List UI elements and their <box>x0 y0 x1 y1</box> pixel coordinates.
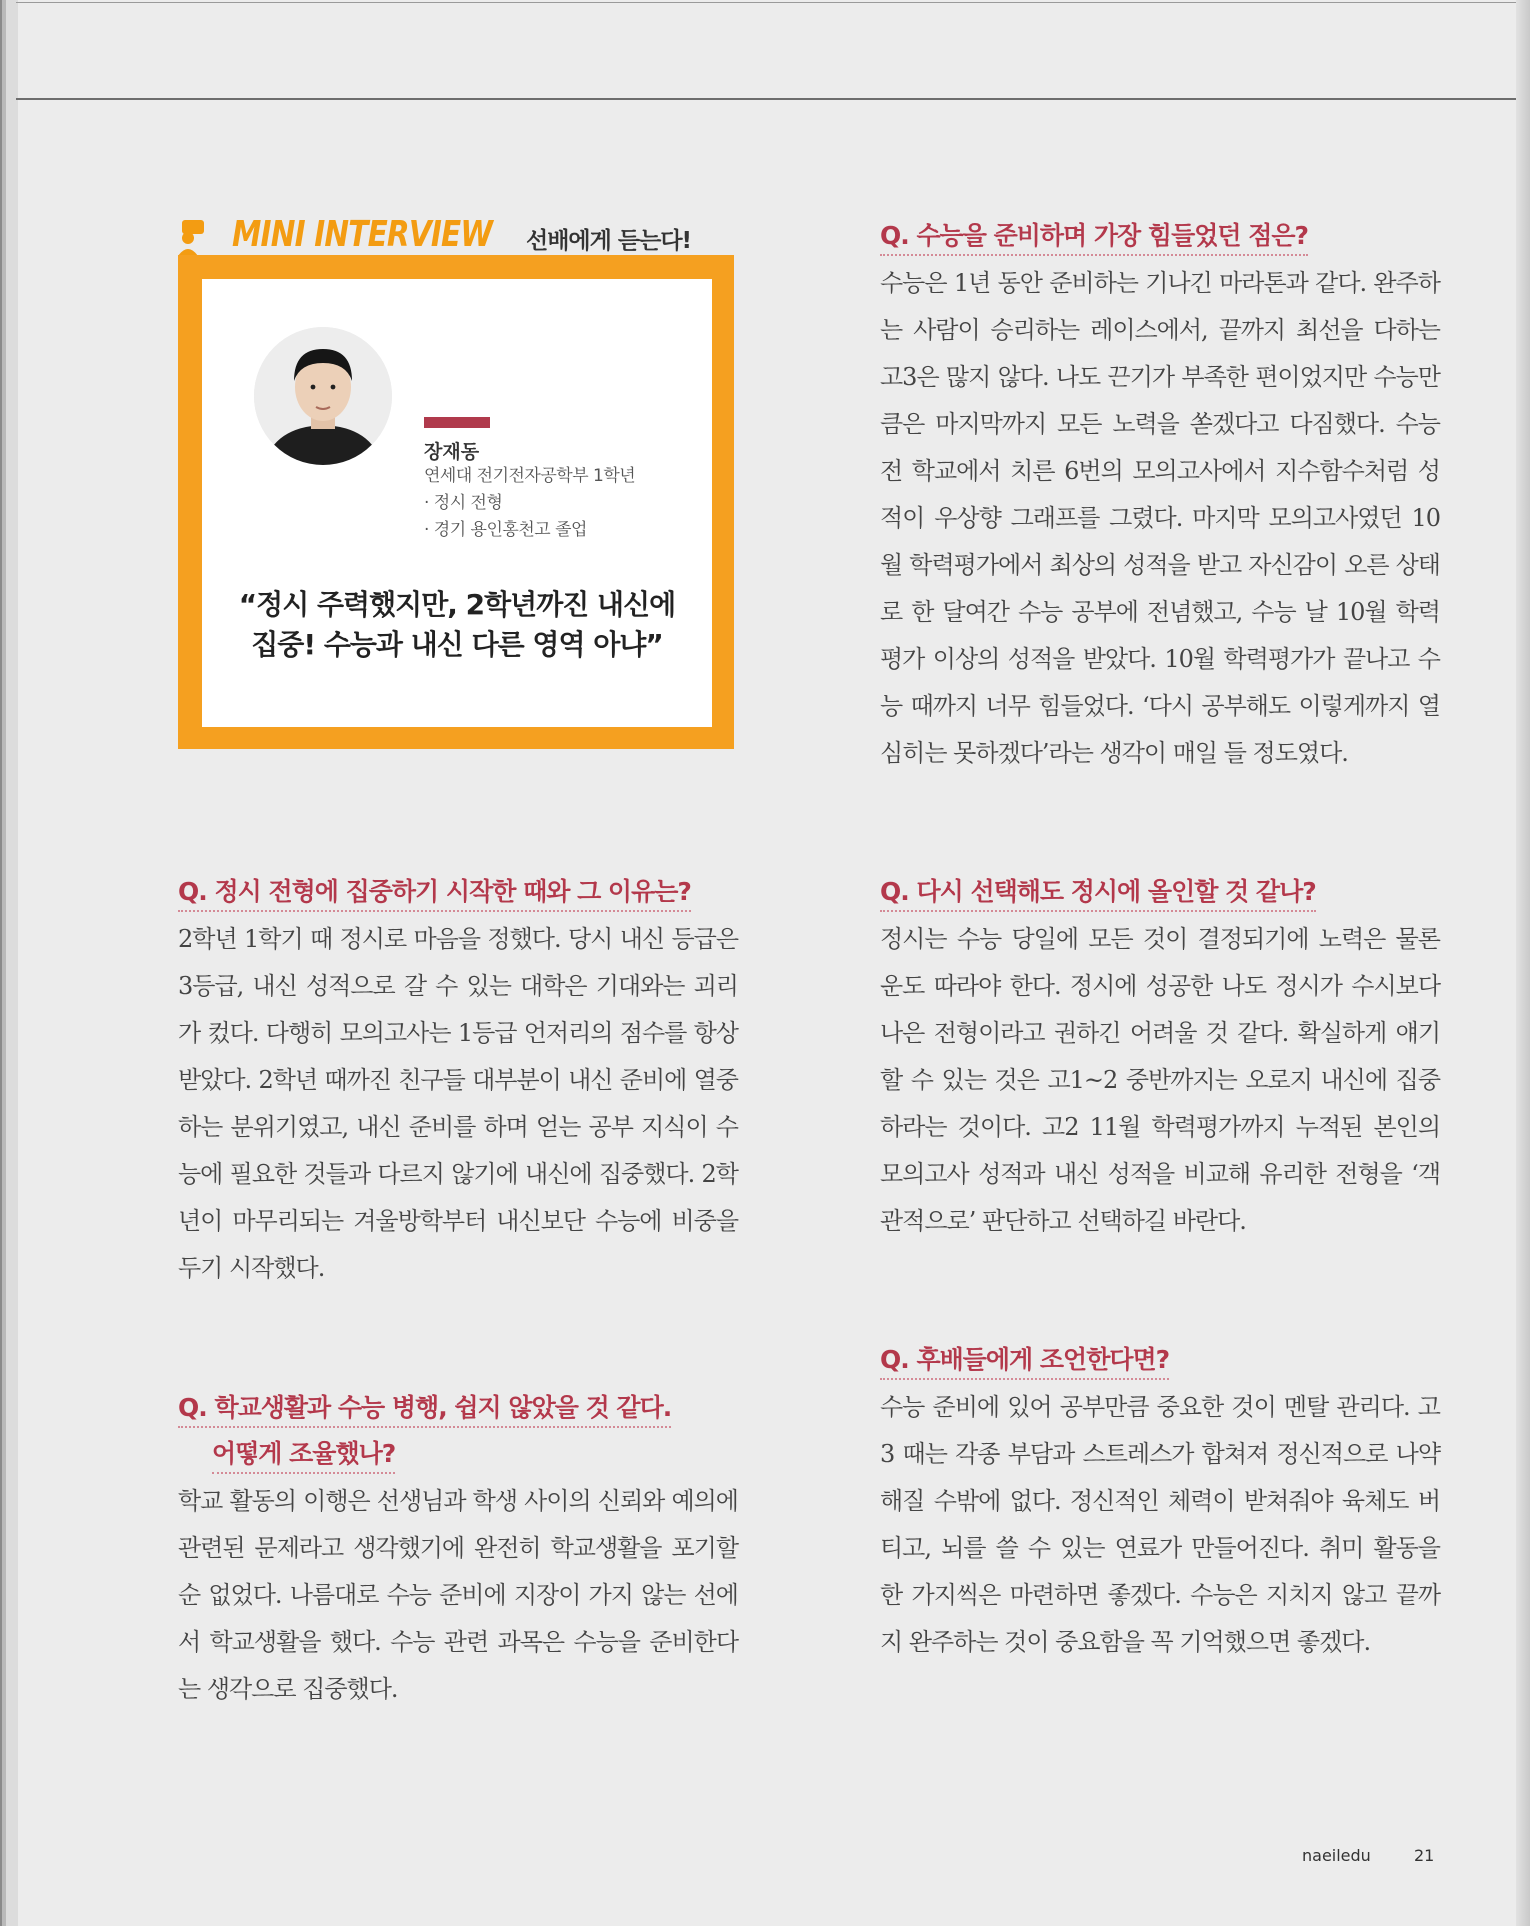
answer-text: 학교 활동의 이행은 선생님과 학생 사이의 신뢰와 예의에 관련된 문제라고 생각했기에 완전히 학교생활을 포기할 순 없었다. 나름대로 수능 준비에 지장이 가지 않는 선에서 학교생활을 했다. 수능 관련 과목은 수능을 준비한다는 생각으로 집중했다. <box>178 1487 738 1703</box>
question-heading: Q. 정시 전형에 집중하기 시작한 때와 그 이유는? <box>178 872 691 912</box>
left-qa-2 <box>178 1388 738 1713</box>
question-heading: Q. 학교생활과 수능 병행, 쉽지 않았을 것 같다. <box>178 1388 671 1428</box>
avatar <box>254 327 392 465</box>
top-border <box>16 2 1516 3</box>
mini-interview-header <box>178 214 738 258</box>
right-qa-1 <box>880 216 1440 777</box>
mini-interview-subtitle: 선배에게 듣는다! <box>526 228 692 254</box>
quote-line-1: “정시 주력했지만, 2학년까진 내신에 <box>238 588 676 621</box>
right-qa-2 <box>880 872 1440 1245</box>
answer-text: 수능은 1년 동안 준비하는 기나긴 마라톤과 같다. 완주하는 사람이 승리하는 레이스에서, 끝까지 최선을 다하는 고3은 많지 않다. 나도 끈기가 부족한 편이었지만 수능만큼은 마지막까지 모든 노력을 쏟겠다고 다짐했다. 수능 전 학교에서 치른 6번의 모의고사에서 지수함수처럼 성적이 우상향 그래프를 그렸다. 마지막 모의고사였던 10월 학력평가에서 최상의 성적을 받고 자신감이 오른 상태로 한 달여간 수능 공부에 전념했고, 수능 날 10월 학력평가 이상의 성적을 받았다. 10월 학력평가가 끝나고 수능 때까지 너무 힘들었다. ‘다시 공부해도 이렇게까지 열심히는 못하겠다’라는 생각이 매일 들 정도였다. <box>880 269 1440 767</box>
left-qa-1 <box>178 872 738 1292</box>
page-binding-edge <box>0 0 18 1926</box>
question-heading: Q. 수능을 준비하며 가장 힘들었던 점은? <box>880 216 1308 256</box>
answer-text: 정시는 수능 당일에 모든 것이 결정되기에 노력은 물론 운도 따라야 한다. 정시에 성공한 나도 정시가 수시보다 나은 전형이라고 권하긴 어려울 것 같다. 확실하게 얘기할 수 있는 것은 고1~2 중반까지는 오로지 내신에 집중하라는 것이다. 고2 11월 학력평가까지 누적된 본인의 모의고사 성적과 내신 성적을 비교해 유리한 전형을 ‘객관적으로’ 판단하고 선택하길 바란다. <box>880 925 1440 1235</box>
info-line: · 정시 전형 <box>424 493 503 513</box>
interview-card <box>178 255 734 749</box>
page-right-edge <box>1516 0 1530 1926</box>
right-qa-3 <box>880 1340 1440 1666</box>
info-line: · 경기 용인홍천고 졸업 <box>424 520 587 540</box>
mini-interview-title: MINI INTERVIEW <box>232 214 493 255</box>
interviewee-info <box>424 463 635 544</box>
person-portrait-icon <box>254 327 392 465</box>
question-heading: Q. 후배들에게 조언한다면? <box>880 1340 1169 1380</box>
name-accent-bar <box>424 417 490 428</box>
quote-line-2: 집중! 수능과 내신 다른 영역 아냐” <box>251 628 663 661</box>
footer-brand: naeiledu <box>1302 1846 1371 1865</box>
interviewee-name: 장재동 <box>424 441 480 463</box>
speech-person-icon <box>178 220 214 256</box>
info-line: 연세대 전기전자공학부 1학년 <box>424 466 636 486</box>
answer-text: 수능 준비에 있어 공부만큼 중요한 것이 멘탈 관리다. 고3 때는 각종 부담과 스트레스가 합쳐져 정신적으로 나약해질 수밖에 없다. 정신적인 체력이 받쳐줘야 육체도 버티고, 뇌를 쓸 수 있는 연료가 만들어진다. 취미 활동을 한 가지씩은 마련하면 좋겠다. 수능은 지치지 않고 끝까지 완주하는 것이 중요함을 꼭 기억했으면 좋겠다. <box>880 1393 1440 1656</box>
question-heading: Q. 다시 선택해도 정시에 올인할 것 같나? <box>880 872 1316 912</box>
answer-text: 2학년 1학기 때 정시로 마음을 정했다. 당시 내신 등급은 3등급, 내신 성적으로 갈 수 있는 대학은 기대와는 괴리가 컸다. 다행히 모의고사는 1등급 언저리의 점수를 항상 받았다. 2학년 때까진 친구들 대부분이 내신 준비에 열중하는 분위기였고, 내신 준비를 하며 얻는 공부 지식이 수능에 필요한 것들과 다르지 않기에 내신에 집중했다. 2학년이 마무리되는 겨울방학부터 내신보단 수능에 비중을 두기 시작했다. <box>178 925 738 1282</box>
headline-quote <box>202 585 712 665</box>
header-rule <box>16 98 1516 100</box>
page-number: 21 <box>1414 1846 1435 1865</box>
interview-card-inner <box>202 279 712 727</box>
question-heading-line-2: 어떻게 조율했나? <box>212 1434 395 1474</box>
